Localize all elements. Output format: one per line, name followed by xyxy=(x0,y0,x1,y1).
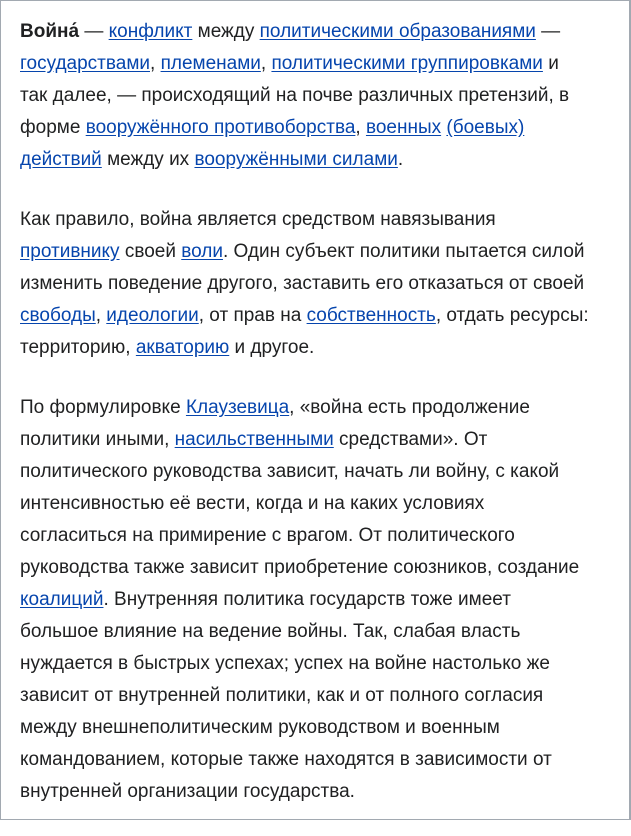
text-line xyxy=(20,461,559,482)
plain-text: . Один субъект политики пытается силой xyxy=(222,241,585,262)
plain-text: , «война есть продолжение xyxy=(289,397,530,418)
wiki-link[interactable]: вооружённого противоборства xyxy=(85,117,356,138)
plain-text: Как правило, война является средством навязывания xyxy=(20,209,496,230)
plain-text: . Внутренняя политика государств тоже имеет xyxy=(103,589,511,610)
plain-text: интенсивностью её вести, когда и на каких условиях xyxy=(20,493,485,514)
wiki-link[interactable]: собственность xyxy=(306,305,436,326)
plain-text: , xyxy=(355,117,366,138)
text-line xyxy=(20,749,552,770)
wiki-link[interactable]: коалиций xyxy=(20,589,104,610)
plain-text: между внешнеполитическим руководством и военным xyxy=(20,717,500,738)
article-body xyxy=(20,16,620,836)
wiki-link[interactable]: акваторию xyxy=(135,337,230,358)
plain-text: политического руководства зависит, начать ли войну, с какой xyxy=(20,461,560,482)
wiki-link[interactable]: действий xyxy=(20,149,102,170)
article-title-word: Война́ xyxy=(20,21,80,42)
text-line xyxy=(20,653,550,674)
text-line xyxy=(20,429,487,450)
wiki-link[interactable]: конфликт xyxy=(108,21,193,42)
plain-text: — xyxy=(79,21,109,42)
text-line xyxy=(20,781,355,802)
plain-text: изменить поведение другого, заставить его отказаться от своей xyxy=(20,273,585,294)
text-line xyxy=(20,397,530,418)
wiki-link[interactable]: политическими группировками xyxy=(271,53,543,74)
plain-text: , xyxy=(95,305,107,326)
text-line xyxy=(20,209,496,230)
plain-text: и другое. xyxy=(229,337,315,358)
text-line xyxy=(20,117,524,138)
plain-text: , xyxy=(150,53,161,74)
wiki-link[interactable]: Клаузевица xyxy=(185,397,290,418)
plain-text: согласиться на примирение с врагом. От политического xyxy=(20,525,515,546)
text-line xyxy=(20,305,589,326)
text-line xyxy=(20,621,520,642)
plain-text: , от прав на xyxy=(198,305,307,326)
text-line xyxy=(20,53,559,74)
plain-text: По формулировке xyxy=(20,397,186,418)
wiki-link[interactable]: вооружёнными силами xyxy=(194,149,398,170)
plain-text: внутренней организации государства. xyxy=(20,781,355,802)
text-line xyxy=(20,21,560,42)
text-line xyxy=(20,273,584,294)
text-line xyxy=(20,149,403,170)
text-line xyxy=(20,493,484,514)
plain-text: нуждается в быстрых успехах; успех на войне настолько же xyxy=(20,653,550,674)
wiki-link[interactable]: воли xyxy=(181,241,223,262)
text-line xyxy=(20,85,569,106)
text-line xyxy=(20,557,579,578)
paragraph xyxy=(20,392,620,808)
wiki-link[interactable]: политическими образованиями xyxy=(259,21,536,42)
plain-text: — xyxy=(535,21,561,42)
plain-text: большое влияние на ведение войны. Так, слабая власть xyxy=(20,621,521,642)
text-line xyxy=(20,589,511,610)
text-line xyxy=(20,525,515,546)
paragraph xyxy=(20,204,620,364)
wiki-link[interactable]: военных xyxy=(365,117,442,138)
wiki-link[interactable]: племенами xyxy=(160,53,261,74)
plain-text: , отдать ресурсы: xyxy=(435,305,589,326)
wiki-link[interactable]: насильственными xyxy=(174,429,334,450)
text-line xyxy=(20,717,500,738)
wiki-link[interactable]: идеологии xyxy=(106,305,199,326)
text-line xyxy=(20,241,585,262)
text-line xyxy=(20,337,314,358)
plain-text: зависит от внутренней политики, как и от полного согласия xyxy=(20,685,544,706)
paragraph xyxy=(20,16,620,176)
plain-text: руководства также зависит приобретение союзников, создание xyxy=(20,557,580,578)
plain-text: политики иными, xyxy=(20,429,175,450)
wiki-link[interactable]: противнику xyxy=(20,241,120,262)
plain-text: так далее, — происходящий на почве различных претензий, в xyxy=(20,85,570,106)
plain-text: средствами». От xyxy=(333,429,488,450)
plain-text: . xyxy=(397,149,404,170)
plain-text: , xyxy=(260,53,272,74)
plain-text: своей xyxy=(119,241,182,262)
plain-text: между их xyxy=(101,149,195,170)
plain-text: командованием, которые также находятся в зависимости от xyxy=(20,749,552,770)
plain-text: территорию, xyxy=(20,337,136,358)
plain-text: и xyxy=(542,53,559,74)
plain-text: форме xyxy=(20,117,86,138)
wiki-link[interactable]: государствами xyxy=(20,53,150,74)
plain-text: между xyxy=(192,21,260,42)
wiki-link[interactable]: (боевых) xyxy=(446,117,525,138)
wiki-link[interactable]: свободы xyxy=(20,305,96,326)
text-line xyxy=(20,685,543,706)
